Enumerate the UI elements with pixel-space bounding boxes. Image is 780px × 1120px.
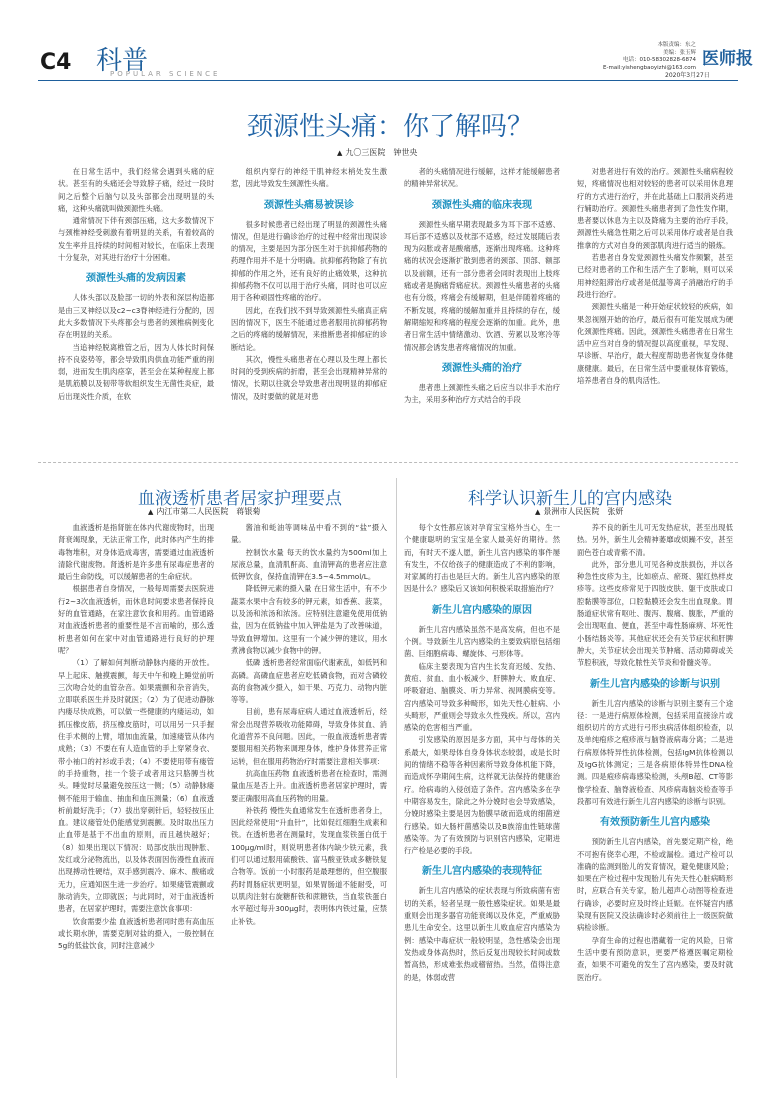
article1-col4 [577, 166, 733, 456]
triangle-icon: ▲ [337, 149, 343, 157]
article3-byline: 景洲市人民医院 张妍 [543, 507, 624, 516]
subheading: 有效预防新生儿宫内感染 [600, 817, 710, 829]
paragraph: 引发感染的原因是多方面，其中与母体的关系最大，如果母体自身身体状态较弱，或是长时间的情绪不稳等各种因素所导致身体机能下降，而造成怀孕期间生病，这样就无法保持的健康治疗。给病毒的入侵创造了条件。宫内感染多在孕中期容易发生，除此之外分娩时也会导致感染，分娩时感染主要是因为胎膜早破而造成的细菌逆行感染。如大肠杆菌感染以及B族溶血性链球菌感染等。为了有效预防与识别宫内感染，定期进行产检是必要的手段。 [404, 735, 560, 856]
article1-col2 [231, 166, 387, 456]
paragraph: 新生儿宫内感染的症状表现与所致病菌有密切的关系，轻者呈现一般性感染症状。如果是最重则会出现多器官功能衰竭以及休克，严重威胁患儿生命安全。这里以新生儿败血症宫内感染为例：感染中毒症状一般较明显，急性感染会出现发热或身体高热时，然后反复出现较长时间或数暂高热，形成难张热或稽留热。当然，值得注意的是，体弱或营 [404, 886, 560, 982]
paragraph: 因此，在我们找不到导致颈源性头痛真正病因的情况下，医生不能通过患者服用抗抑郁药物之后的疼痛的缓解情况，来推断患者抑郁症的诊断结论。 [231, 305, 387, 352]
subheading: 颈源性头痛的发病因素 [86, 273, 186, 285]
paragraph: 颈源性头痛是一种开始症状较轻的疾病，如果忽视刚开始的治疗，最后很有可能发展成为硬化颈源性疼痛。因此，颈源性头痛患者在日常生活中应当对自身的情况提以高度重视，早发现、早诊断、早治疗，最大程度帮助患者恢复身体健康健康。最后，在日常生活中要重视体育锻炼，培养患者自身的肌肉活性。 [577, 302, 733, 386]
paragraph: 新生儿宫内感染的诊断与识别主要有三个途径：一是进行病原体检测，包括采用直接涂片或组织切片的方式进行弓形虫病活体组织检查，以及单纯疱疹之疱疹液与脑脊液病毒分离；二是进行病原体特异性抗体检测，包括IgM抗体检测以及IgG抗体测定；三是各病原体特异性DNA检测。四是疱疹病毒感染检测，头颅B超、CT等影像学检查、脑脊液检查、风疹病毒脑炎检查等手段都可有效进行新生儿宫内感染的诊断与识别。 [577, 698, 733, 806]
paragraph: 养不良的新生儿可无发热症状，甚至出现低热。另外，新生儿会精神萎靡或烦躁不安，甚至面色苍白或青紫不清。 [577, 523, 733, 557]
section-subtitle: POPULAR SCIENCE [110, 70, 221, 78]
newspaper-logo: 医师报 [702, 49, 753, 69]
subheading: 颈源性头痛易被误诊 [264, 199, 354, 211]
triangle-icon: ▲ [535, 508, 541, 516]
editor-info [586, 42, 696, 72]
article3-col2 [577, 522, 733, 1082]
paragraph: 补铁药 慢性失血通常发生在透析患者身上，因此经常使用“升血针”，比如促红细胞生成素和铁。在透析患者在测量时，发现血浆铁蛋白低于100μg/ml时，则说明患者体内缺少铁元素，我们可以通过服用硫酸铁、富马酸亚铁或多糖铁复合物等。饭前一小时服药是最理想的，但空腹服药时胃肠症状更明显，如果胃肠道不能耐受，可以肌肉注射右旋糖酐铁和蔗糖铁，当血浆铁蛋白水平超过每升300μg时，表明体内铁过量，应禁止补铁。 [231, 805, 387, 926]
paragraph: 颈源性头痛早期表现最多为耳下部不适感、耳后部不适感以及枕部不适感，经过发展随后表现为闷胀或者是酸痛感，逐渐出现疼痛。这种疼痛的状况会逐渐扩散到患者的颈部、顶部、额部以及前额，还有一部分患者会同时表现出上肢疼痛或者是胸痛背痛症状。颈源性头痛患者的头痛也有分级，疼痛会有缓解期，但是伴随着疼痛的不断发展，疼痛的缓解加重并且持续的存在，缓解期缩短和疼痛的程度会逐渐的加重。此外，患者日常生活中情绪激动、饮酒、劳累以及寒冷等情况都会诱发患者疼痛情况的加重。 [404, 219, 560, 352]
article2-byline: 内江市第二人民医院 蒋银菊 [156, 507, 261, 516]
article-divider [38, 462, 738, 463]
paragraph: 者的头痛情况进行缓解，这样才能缓解患者的精神异常状况。 [404, 167, 560, 189]
article2-byline-wrap [148, 506, 260, 517]
paragraph: 血液透析是指肾脏在体内代谢废物时，出现肾衰竭现象，无法正常工作，此时体内产生的排毒物堆积，对身体造成毒害，需要通过血液透析清除代谢废物。肾透析是许多患有尿毒症患者的最后生命防线，可以缓解患者的生命症状。 [58, 523, 214, 582]
paragraph: 孕育生命的过程也潜藏着一定的风险，日常生活中要有预防意识，更要严格遵医嘱定期检查，如果不可避免的发生了宫内感染，要及时就医治疗。 [577, 935, 733, 982]
paragraph: 若患者自身发觉颈源性头痛发作频繁，甚至已经对患者的工作和生活产生了影响，则可以采用神经阻滞治疗或者是低温等离子消融治疗的手段进行治疗。 [577, 253, 733, 299]
article1-title: 颈源性头痛：你了解吗？ [246, 112, 533, 142]
paragraph: 每个女性都应该对孕育宝宝格外当心，生一个健康聪明的宝宝是全家人最美好的期待。然而，有时天不遂人愿，新生儿宫内感染的事件屡有发生，不仅给孩子的健康造成了不利的影响，对家属的打击也是巨大的。新生儿宫内感染的原因是什么？感染后又该如何积极采取措施治疗？ [404, 523, 560, 594]
email-line: E-mail:yishengbaoyizhi@163.com [603, 64, 696, 71]
paragraph: （1）了解如何判断动静脉内瘘的开放性。早上起床、触摸震颤，每天中午和晚上睡觉前听三次吻合处的血管杂音。如果震颤和杂音消失，立即联系医生并及时就医；（2）为了促进动静脉内瘘尽快成熟，可以做一些健康的内瘘运动，如抓压橡皮筋，挤压橡皮筋时，可以用另一只手握住手术侧的上臂，增加血流量，加速瘘管从体内成熟；（3）不要在有人造血管的手上穿紧身衣、带小袖口的衬衫或手表；（4）不要使用带有瘘管的手持重物，挂一个袋子或者用这只胳膊当枕头。睡觉时尽量避免按压这一侧；（5）动静脉瘘侧不能用于输血、抽血和血压测量；（6）血液透析前最好洗手；（7）拔出穿刺针后，轻轻按压止血。建议瘘管处仍能感觉到震颤。及时取出压力止血带是基于不出血的原则，而且越快越好；（8）如果出现以下情况：局部皮肤出现肿胀、发红或分泌物流出，以及体表面因伤漫性血液而出现搏动性硬结，双手感到震冷、麻木、酸痛或无力，应通知医生进一步治疗。如果瘘管震颤或脉动消失，立即就医；与此同时，对于血液透析患者，在居家护理时，需要注意饮食事项： [58, 658, 214, 914]
paragraph: 新生儿宫内感染虽然不是高发病，但也不是个例。导致新生儿宫内感染的主要致病原包括细菌、巨细胞病毒、螺旋体、弓形体等。 [404, 624, 560, 659]
paragraph: 组织内穿行的神经干肌神经末梢处发生激惹，因此导致发生颈源性头痛。 [231, 167, 387, 189]
article2-col1 [58, 522, 214, 1082]
paragraph: 人体头部以及脸部一切的外表和深层构造都是由三叉神经以及c2~c3脊神经进行分配的，因此大多数情况下头疼都会与患者的颈椎病例变化存在明显的关系。 [58, 293, 214, 340]
issue-date: 2020年3月27日 [665, 72, 710, 79]
paragraph: 饮食需要少盐 血液透析患者同时患有高血压或长期水肿，需要克制对盐的摄入，一般控制在5g的低盐饮食，同时注意减少 [58, 916, 214, 951]
paragraph: 此外，部分患儿可见各种皮肤损伤，并以各种急性皮疹为主，比如瘀点、瘀斑、猩红热样皮疹等。这些皮疹常见于四肢皮肤、躯干皮肤或口腔黏膜等部位，口腔黏膜还会发生出血现象。胃肠道症状常有呕吐、腹泻、腹痛、腹胀，严重的会出现呕血、便血，甚至中毒性肠麻痹、坏死性小肠结肠炎等。其他症状还会有关节症状和肝脾肿大，关节症状会出现关节肿痛、活动障碍或关节腔积液，导致化脓性关节炎和骨髓炎等。 [577, 559, 733, 668]
article2-title: 血液透析患者居家护理要点 [138, 489, 342, 509]
editor-line: 本版责编：东之 [657, 42, 696, 48]
paragraph: 抗高血压药物 血液透析患者在检查时，需测量血压是否上升。血液透析患者居家护理时，需要正确服用高血压药物的用量。 [231, 768, 387, 803]
article3-col1 [404, 522, 560, 1082]
subheading: 新生儿宫内感染的原因 [432, 604, 532, 616]
paragraph: 控制饮水量 每天的饮水量约为500ml加上尿液总量，血清肌酐高、血清钾高的患者应注意低钾饮食，保持血清钾在3.5~4.5mmol/L。 [231, 547, 387, 582]
paragraph: 在日常生活中，我们经常会遇到头痛的症状。甚至有的头痛还会导致脖子痛，经过一段时间之后整个后脑勺以及头部都会出现明显的头痛，这种头痛就叫做颈源性头痛。 [58, 167, 214, 213]
paragraph: 通常情况下伴有颈部压痛，这大多数情况下与颈椎神经受刺激有着明显的关系，有着较高的发生率并且持续的时间相对较长，在临床上表现十分复杂，对其进行治疗十分困难。 [58, 216, 214, 263]
paragraph: 临床主要表现为宫内生长发育迟缓、发热、黄疸、贫血、血小板减少、肝脾肿大、败血症、呼吸窘迫、脑膜炎、听力异常、视网膜病变等。宫内感染可导致多种畸形，如先天性心脏病、小头畸形，严重则会导致永久性残疾。所以，宫内感染的危害相当严重。 [404, 661, 560, 733]
paragraph: 目前，患有尿毒症病人通过血液透析后，经常会出现营养吸收功能障碍，导致身体贫血、消化道营养不良问题。因此，一般血液透析患者需要服用相关药物来调理身体，维护身体营养正常运转，但在服用药物治疗时需要注意相关事项： [231, 707, 387, 766]
article3-title: 科学认识新生儿的宫内感染 [468, 489, 672, 509]
article1-col3 [404, 166, 560, 456]
article1-byline-wrap [337, 147, 417, 158]
phone-line: 电话：010-58302828-6874 [623, 57, 696, 63]
triangle-icon: ▲ [148, 508, 154, 516]
paragraph: 预防新生儿宫内感染，首先要定期产检，绝不可抱有侥幸心理，不检或漏检。通过产检可以准确的监测到胎儿的发育情况，避免健康风险；如果在产检过程中发现胎儿有先天性心脏病畸形时，应联合有关专家，胎儿超声心动图等检查进行确诊，必要时应及时终止妊娠。在怀疑宫内感染现有医院又没法确诊时必须前往上一级医院做病检诊断。 [577, 837, 733, 933]
subheading: 颈源性头痛的临床表现 [432, 199, 532, 211]
subheading: 新生儿宫内感染的表现特征 [422, 866, 542, 878]
paragraph: 对患者进行有效的治疗。颈源性头痛病程较短，疼痛情况也相对较轻的患者可以采用休息理疗的方式进行治疗，并在此基础上口服消炎药进行辅助治疗。颈源性头痛患者到了急性发作期，患者要以休息为主以及降痛为主要的治疗手段，颈源性头痛急性期之后可以采用体疗或者是自我推拿的方式对自身的颈部肌肉进行适当的锻炼。 [577, 167, 733, 250]
column-divider [396, 478, 397, 1078]
paragraph: 患者患上颈源性头痛之后应当以非手术治疗为主，采用多种治疗方式结合的手段 [404, 382, 560, 405]
article3-byline-wrap [535, 506, 623, 517]
article1-col1 [58, 166, 214, 456]
subheading: 新生儿宫内感染的诊断与识别 [590, 678, 720, 690]
paragraph: 很多时候患者已经出现了明显的颈源性头痛情况，但是进行确诊治疗的过程中经常出现误诊的情况，主要是因为部分医生对于抗抑郁药物的药理作用并不是十分明确。抗抑郁药物除了有抗抑郁的作用之外，还有良好的止痛效果，这种抗抑郁药物不仅可以用于治疗头痛，同时也可以应用于各种顽固性疼痛的治疗。 [231, 219, 387, 303]
paragraph: 其次，慢性头痛患者在心理以及生理上都长时间的受到疾病的折磨，甚至会出现精神异常的情况，长期以往就会导致患者出现明显的抑郁症情况，及时要做的就是对患 [231, 354, 387, 401]
header-rule [38, 80, 738, 81]
paragraph: 根据患者自身情况，一般每周需要去医院进行2~3次血液透析，而休息时间要求患者保持良好的血管通路，在家注意饮食和用药。血管通路对血液透析患者的重要性是不言而喻的，那么透析患者如何在家中对血管通路进行良好的护理呢？ [58, 584, 214, 655]
subheading: 颈源性头痛的治疗 [442, 362, 522, 374]
designer-line: 美编：张玉辉 [662, 49, 696, 56]
paragraph: 酱油和蚝油等调味品中看不到的“盐”摄入量。 [231, 523, 387, 545]
section-title: 科普 [96, 46, 149, 76]
article1-byline: 九〇三医院 钟世央 [345, 148, 418, 157]
paragraph: 低磷 透析患者经常面临代谢紊乱，如低钙和高磷。高磷血症患者应吃低磷食物，而对含磷较高的食物减少摄入，如干果、巧克力、动物内脏等等。 [231, 658, 387, 705]
paragraph: 当追神经脱离椎管之后，因为人体长时间保持不良姿势等，都会导致肌肉供血功能严重的削弱，进而发生肌肉痉挛，甚至会在某种程度上都是肌筋膜以及韧带等软组织发生无菌性炎症，最后出现炎性介质，在软 [58, 342, 214, 401]
article2-col2 [231, 522, 387, 1082]
page-code: C4 [40, 50, 72, 75]
paragraph: 降低钾元素的摄入量 在日常生活中，有不少蔬菜水果中含有较多的钾元素，如香蕉、菠菜，以及汤和浓汤和浓汤。应特别注意避免使用低钠盐，因为在低钠盐中加入钾盐是为了改善味道，导致血钾增加。这里有一个减少钾的建议，用水煮沸食物以减少食物中的钾。 [231, 584, 387, 655]
